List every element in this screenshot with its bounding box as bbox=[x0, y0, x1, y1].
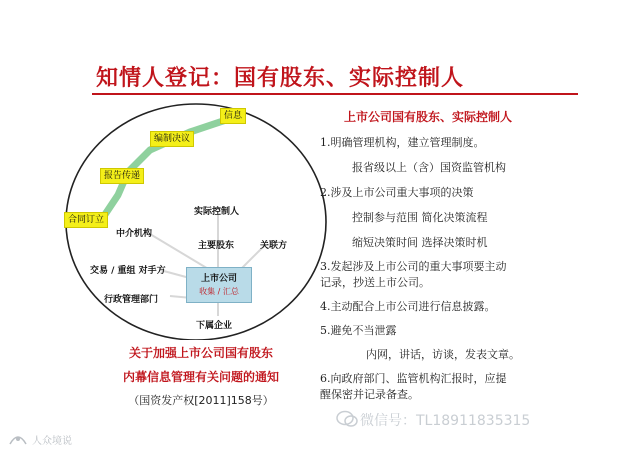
tag-information: 信息 bbox=[220, 108, 246, 124]
brand-logo-icon bbox=[8, 430, 28, 446]
node-subsidiary: 下属企业 bbox=[196, 321, 233, 331]
node-related-party: 关联方 bbox=[260, 241, 288, 251]
wechat-icon bbox=[336, 410, 358, 428]
tag-draft-resolution: 编制决议 bbox=[150, 131, 194, 147]
right-line: 控制参与范围 简化决策流程 bbox=[352, 211, 488, 224]
center-subtitle: 收集 / 汇总 bbox=[199, 287, 239, 296]
node-counterparty: 交易 / 重组 对手方 bbox=[90, 266, 166, 276]
right-line: 报省级以上（含）国资监管机构 bbox=[352, 161, 506, 174]
right-line: 4.主动配合上市公司进行信息披露。 bbox=[320, 300, 496, 313]
right-line: 缩短决策时间 选择决策时机 bbox=[352, 236, 488, 249]
right-line: 2.涉及上市公司重大事项的决策 bbox=[320, 186, 474, 199]
brand-watermark: 人众境说 bbox=[32, 436, 72, 447]
right-line: 1.明确管理机构，建立管理制度。 bbox=[320, 136, 485, 149]
right-line: 6.向政府部门、监管机构汇报时，应提 bbox=[320, 372, 507, 385]
node-intermediary: 中介机构 bbox=[116, 229, 153, 239]
right-line: 3.发起涉及上市公司的重大事项要主动 bbox=[320, 260, 507, 273]
node-actual-controller: 实际控制人 bbox=[194, 207, 240, 217]
center-listed-company bbox=[186, 267, 252, 303]
tag-contract-signing: 合同订立 bbox=[64, 212, 108, 228]
notice-reference: （国资发产权[2011]158号） bbox=[128, 394, 274, 407]
right-line: 醒保密并记录备查。 bbox=[320, 388, 419, 401]
tag-report-delivery: 报告传递 bbox=[100, 168, 144, 184]
right-panel-title: 上市公司国有股东、实际控制人 bbox=[344, 110, 513, 124]
node-administrative-dept: 行政管理部门 bbox=[104, 295, 159, 305]
center-title: 上市公司 bbox=[200, 274, 237, 284]
node-major-shareholder: 主要股东 bbox=[198, 241, 235, 251]
notice-line-2: 内幕信息管理有关问题的通知 bbox=[122, 370, 279, 384]
slide-title: 知情人登记：国有股东、实际控制人 bbox=[96, 66, 465, 91]
right-line: 记录，抄送上市公司。 bbox=[320, 276, 430, 289]
notice-line-1: 关于加强上市公司国有股东 bbox=[128, 346, 273, 360]
wechat-watermark: 微信号：TL18911835315 bbox=[360, 413, 531, 429]
right-line: 内网，讲话，访谈，发表文章。 bbox=[366, 348, 520, 361]
right-line: 5.避免不当泄露 bbox=[320, 324, 397, 337]
title-divider bbox=[92, 93, 578, 95]
